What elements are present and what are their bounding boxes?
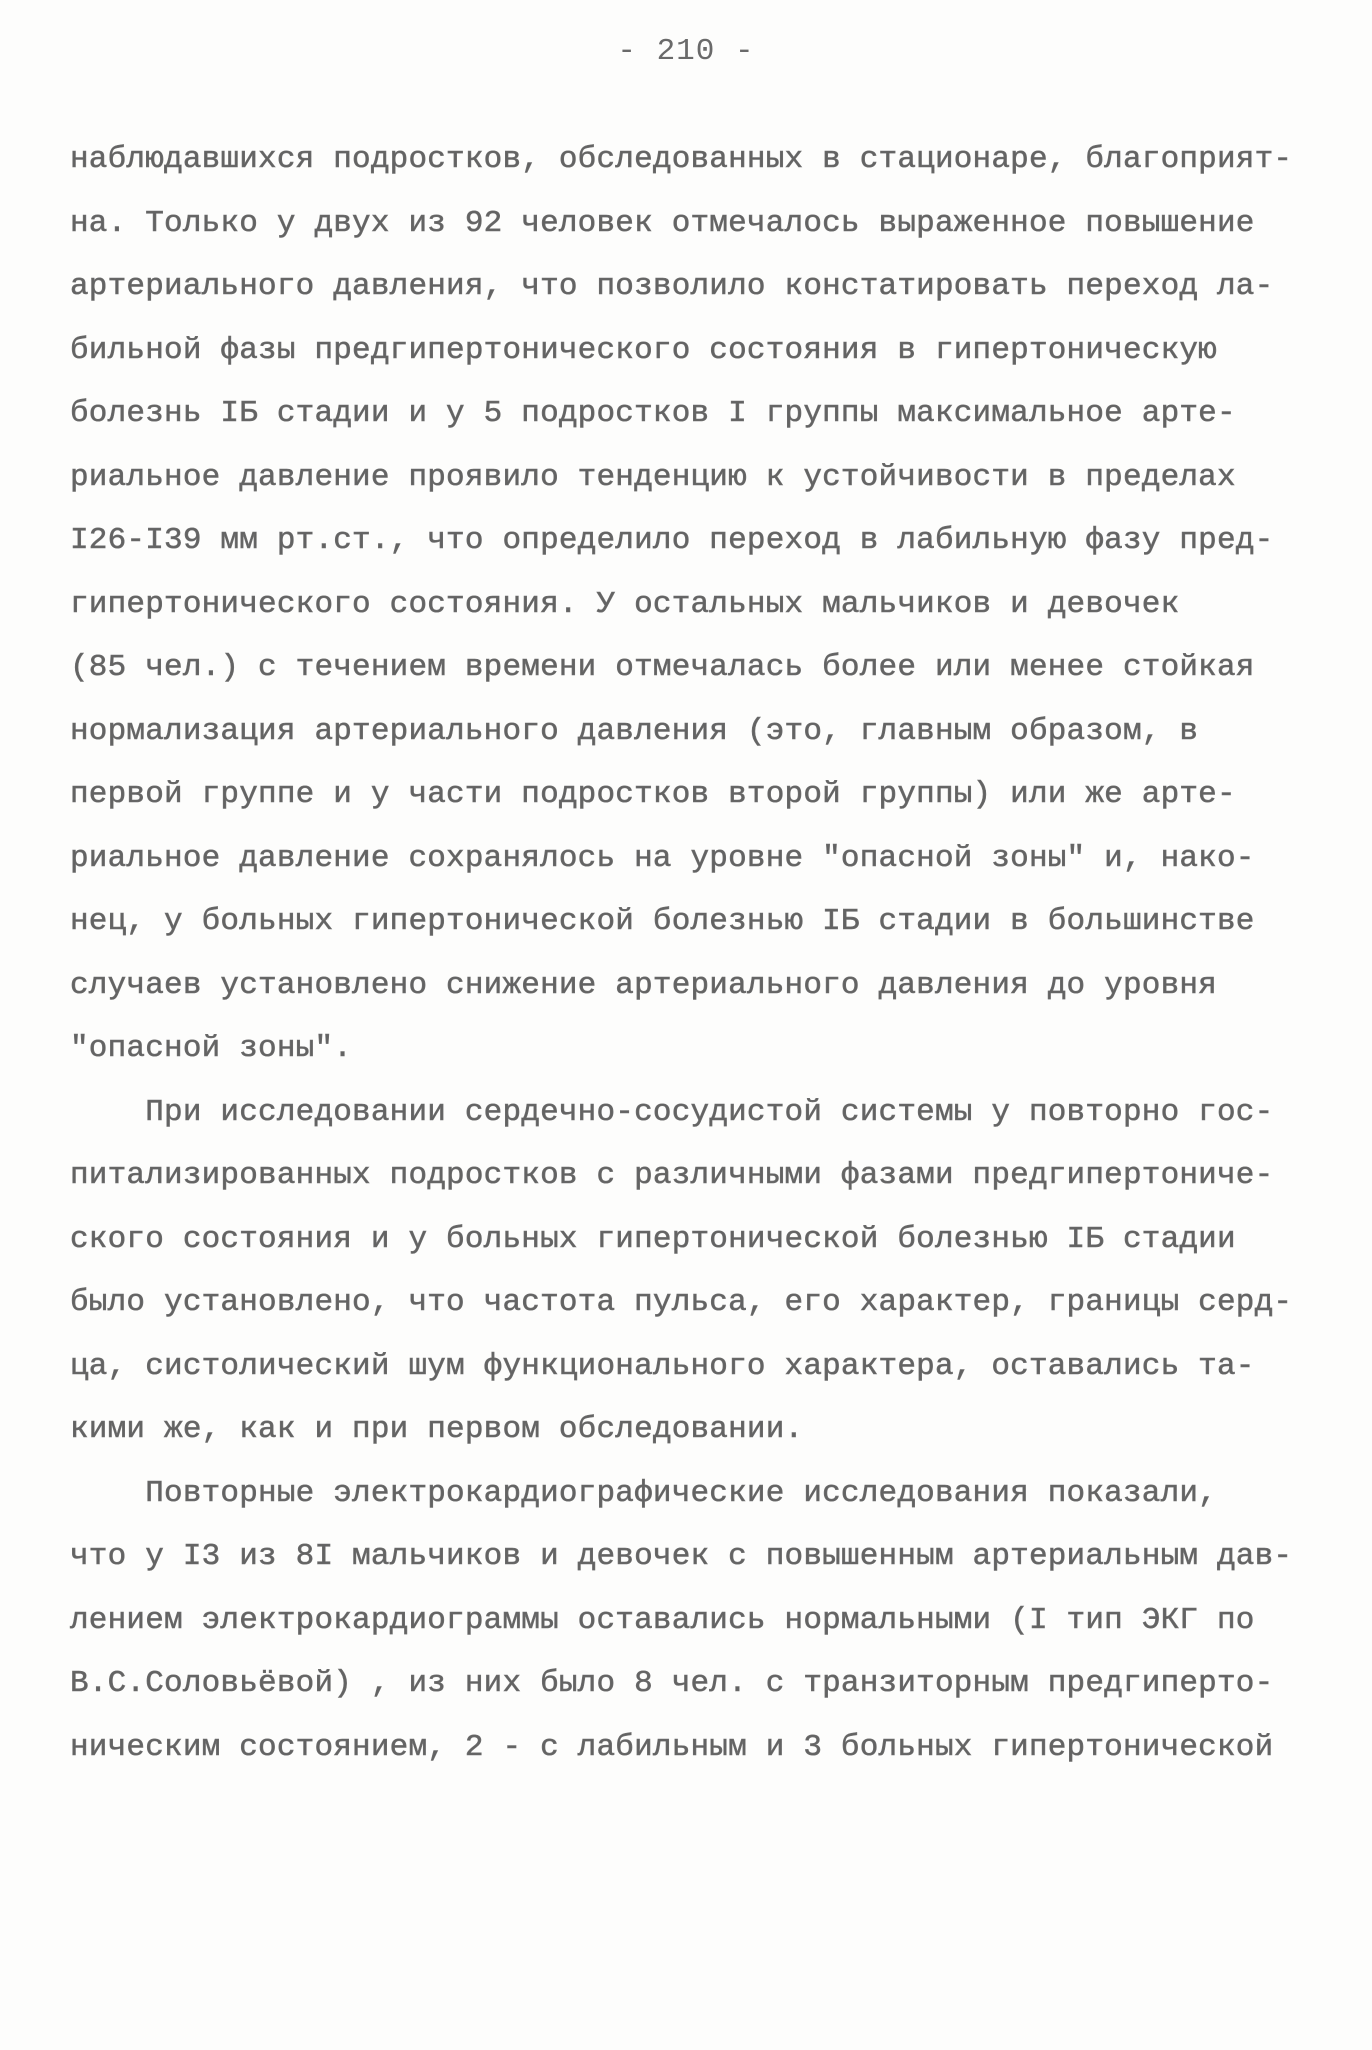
text-line: артериального давления, что позволило констатировать переход ла- [70, 269, 1274, 304]
text-line: нормализация артериального давления (это, главным образом, в [70, 713, 1199, 749]
text-line: Повторные электрокардиографические исследования показали, [70, 1475, 1217, 1511]
text-line: "опасной зоны". [70, 1031, 353, 1066]
text-line: При исследовании сердечно-сосудистой системы у повторно гос- [70, 1094, 1274, 1130]
body-text [70, 128, 1310, 1779]
text-line: бильной фазы предгипертонического состояния в гипертоническую [70, 332, 1217, 368]
text-line: нец, у больных гипертонической болезнью IБ стадии в большинстве [70, 904, 1255, 939]
text-line: ническим состоянием, 2 - с лабильным и 3 больных гипертонической [70, 1729, 1274, 1765]
text-line: риальное давление проявило тенденцию к устойчивости в пределах [70, 459, 1236, 495]
text-line: наблюдавшихся подростков, обследованных в стационаре, благоприят- [70, 142, 1293, 177]
text-line: гипертонического состояния. У остальных мальчиков и девочек [70, 586, 1180, 622]
text-line: ского состояния и у больных гипертонической болезнью IБ стадии [70, 1221, 1236, 1257]
text-line: случаев установлено снижение артериального давления до уровня [70, 967, 1217, 1003]
text-line: на. Только у двух из 92 человек отмечалось выраженное повышение [70, 205, 1255, 241]
text-line: болезнь IБ стадии и у 5 подростков I группы максимальное арте- [70, 396, 1236, 431]
text-line: питализированных подростков с различными фазами предгипертониче- [70, 1158, 1274, 1193]
page-number: - 210 - [617, 34, 755, 69]
text-line: риальное давление сохранялось на уровне "опасной зоны" и, нако- [70, 840, 1255, 876]
text-line: было установлено, что частота пульса, его характер, границы серд- [70, 1285, 1293, 1320]
text-line: I26-I39 мм рт.ст., что определило переход в лабильную фазу пред- [70, 523, 1274, 558]
text-line: ца, систолический шум функционального характера, оставались та- [70, 1348, 1255, 1384]
text-line: кими же, как и при первом обследовании. [70, 1412, 804, 1447]
text-line: что у I3 из 8I мальчиков и девочек с повышенным артериальным дав- [70, 1539, 1293, 1574]
text-line: первой группе и у части подростков второй группы) или же арте- [70, 777, 1236, 812]
text-line: лением электрокардиограммы оставались нормальными (I тип ЭКГ по [70, 1602, 1255, 1638]
text-line: (85 чел.) с течением времени отмечалась более или менее стойкая [70, 650, 1255, 685]
text-line: В.С.Соловьёвой) , из них было 8 чел. с транзиторным предгиперто- [70, 1666, 1274, 1701]
